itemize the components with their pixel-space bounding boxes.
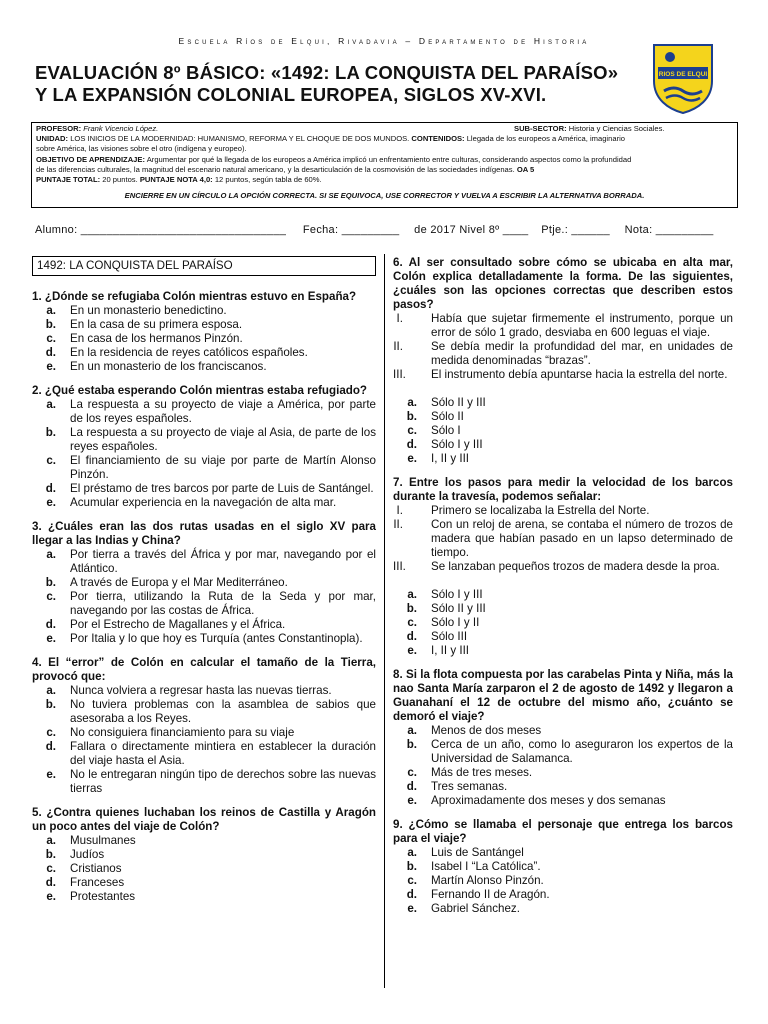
option[interactable]: d. Sólo III: [406, 630, 468, 643]
subsector: [514, 124, 665, 134]
question-text: 6. Al ser consultado sobre cómo se ubicaba en alta mar, Colón explica detalladamente la forma. De las siguientes, ¿cuáles son las opciones correctas que describen estos pasos?: [393, 256, 733, 311]
question-text: 4. El “error” de Colón en calcular el tamaño de la Tierra, provocó que:: [32, 656, 376, 683]
question-text: 9. ¿Cómo se llamaba el personaje que entrega los barcos para el viaje?: [393, 818, 733, 845]
section-heading: 1492: LA CONQUISTA DEL PARAÍSO: [32, 256, 376, 276]
option[interactable]: e. Acumular experiencia en la navegación de alta mar.: [46, 496, 337, 509]
puntaje-label: PUNTAJE TOTAL:: [36, 175, 101, 185]
title-line-2: Y LA EXPANSIÓN COLONIAL EUROPEA, SIGLOS XV-XVI.: [35, 84, 547, 105]
statement: III. El instrumento debía apuntarse hacia la estrella del norte.: [393, 368, 728, 381]
contenidos-label: CONTENIDOS:: [411, 134, 465, 144]
statement: I. Primero se localizaba la Estrella del Norte.: [396, 504, 650, 517]
option[interactable]: a. Musulmanes: [46, 834, 136, 847]
option[interactable]: d. Tres semanas.: [406, 780, 508, 793]
subsector-value: Historia y Ciencias Sociales.: [568, 124, 665, 133]
profesor-value: Frank Vicencio López.: [83, 124, 159, 133]
objetivo-label: OBJETIVO DE APRENDIZAJE:: [36, 154, 146, 164]
question-7: [393, 476, 733, 658]
column-divider: [384, 254, 385, 988]
option[interactable]: e. Gabriel Sánchez.: [407, 902, 520, 915]
question-1: [32, 290, 376, 374]
school-header: Escuela Ríos de Elqui, Rivadavia – Departamento de Historia: [178, 36, 590, 46]
statement: III. Se lanzaban pequeños trozos de madera desde la proa.: [393, 560, 720, 573]
option[interactable]: d. Por el Estrecho de Magallanes y el África.: [45, 618, 286, 631]
option[interactable]: a. Menos de dos meses: [407, 724, 542, 737]
option[interactable]: a. Por tierra a través del África y por mar, navegando por el Atlántico.: [46, 548, 376, 575]
question-text: 2. ¿Qué estaba esperando Colón mientras estaba refugiado?: [32, 384, 368, 397]
options-list: [32, 684, 376, 796]
options-list: [32, 304, 376, 374]
option[interactable]: e. En un monasterio de los franciscanos.: [46, 360, 267, 373]
question-3: [32, 520, 376, 646]
option[interactable]: b. En la casa de su primera esposa.: [45, 318, 243, 331]
puntaje-value: 20 puntos.: [102, 175, 138, 185]
unidad-value: LOS INICIOS DE LA MODERNIDAD: HUMANISMO, REFORMA Y EL CHOQUE DE DOS MUNDOS.: [70, 134, 410, 144]
option[interactable]: d. Franceses: [45, 876, 125, 889]
option[interactable]: c. El financiamiento de su viaje por parte de Martín Alonso Pinzón.: [46, 454, 376, 481]
question-9: [393, 818, 733, 916]
option[interactable]: e. Aproximadamente dos meses y dos semanas: [407, 794, 666, 807]
option[interactable]: b. No tuviera problemas con la asamblea de sabios que asesoraba a los Reyes.: [45, 698, 376, 725]
statement: I. Había que sujetar firmemente el instrumento, porque un error de sólo 1 grado, desviaba en 600 leguas el viaje.: [396, 312, 733, 339]
options-list: [32, 398, 376, 510]
unidad-line-2: sobre América, las visiones sobre el otro (indígena y europeo).: [36, 144, 247, 154]
option[interactable]: a. En un monasterio benedictino.: [46, 304, 227, 317]
statement: II. Con un reloj de arena, se contaba el número de trozos de madera que habían pasado en un lapso determinado de tiempo.: [393, 518, 733, 559]
options-list: [393, 588, 733, 658]
question-8: [393, 668, 733, 808]
question-text: 5. ¿Contra quienes luchaban los reinos de Castilla y Aragón un poco antes del viaje de Colón?: [32, 806, 376, 833]
objetivo-line: [36, 155, 733, 165]
option[interactable]: e. I, II y III: [407, 452, 470, 465]
option[interactable]: b. Isabel I “La Católica”.: [406, 860, 541, 873]
question-2: [32, 384, 376, 510]
option[interactable]: b. La respuesta a su proyecto de viaje al Asia, de parte de los reyes españoles.: [45, 426, 376, 453]
option[interactable]: d. En la residencia de reyes católicos españoles.: [45, 346, 308, 359]
profesor-line: [36, 124, 733, 134]
statements-list: [393, 312, 733, 382]
question-4: [32, 656, 376, 796]
question-text: 1. ¿Dónde se refugiaba Colón mientras estuvo en España?: [32, 290, 357, 303]
option[interactable]: b. Judíos: [45, 848, 105, 861]
oa-label: OA 5: [516, 164, 535, 174]
option[interactable]: e. I, II y III: [407, 644, 470, 657]
contenidos-value: Llegada de los europeos a América, imaginario: [466, 134, 626, 144]
statements-list: [393, 504, 733, 574]
option[interactable]: c. En casa de los hermanos Pinzón.: [46, 332, 243, 345]
options-list: [393, 396, 733, 466]
objetivo-value: Argumentar por qué la llegada de los europeos a América implicó un enfrentamiento entre culturas, considerando aspectos como la profundidad: [146, 154, 632, 164]
option[interactable]: a. Sólo I y III: [407, 588, 483, 601]
objetivo-line-2: [36, 165, 733, 175]
profesor-label: PROFESOR:: [36, 124, 82, 133]
option[interactable]: d. Sólo I y III: [406, 438, 483, 451]
option[interactable]: a. La respuesta a su proyecto de viaje a América, por parte de los reyes españoles.: [46, 398, 376, 425]
option[interactable]: b. Sólo II y III: [406, 602, 486, 615]
page-title: [35, 62, 645, 106]
option[interactable]: b. A través de Europa y el Mar Mediterráneo.: [45, 576, 288, 589]
nota-field[interactable]: Nota: _________: [624, 224, 714, 236]
option[interactable]: e. Protestantes: [46, 890, 136, 903]
option[interactable]: c. Cristianos: [46, 862, 122, 875]
option[interactable]: a. Sólo II y III: [407, 396, 486, 409]
statement: II. Se debía medir la profundidad del mar, en unidades de medida denominadas “brazas”.: [393, 340, 733, 367]
option[interactable]: a. Luis de Santángel: [407, 846, 524, 859]
option[interactable]: a. Nunca volviera a regresar hasta las nuevas tierras.: [46, 684, 332, 697]
option[interactable]: c. Sólo I y II: [407, 616, 480, 629]
right-column: [393, 256, 733, 926]
fecha-field[interactable]: Fecha: _________: [302, 224, 400, 236]
option[interactable]: b. Cerca de un año, como lo aseguraron los expertos de la Universidad de Salamanca.: [406, 738, 733, 765]
option[interactable]: d. El préstamo de tres barcos por parte de Luis de Santángel.: [45, 482, 374, 495]
question-text: 3. ¿Cuáles eran las dos rutas usadas en el siglo XV para llegar a las Indias y China?: [32, 520, 376, 547]
objetivo-value-2: de las diferencias culturales, la magnitud del escenario natural americano, y la desarticulación de la cosmovisión de las sociedades indígenas.: [36, 164, 515, 174]
year-text: de 2017: [414, 224, 457, 236]
nota-value: 12 puntos, según tabla de 60%.: [214, 175, 322, 185]
option[interactable]: c. Por tierra, utilizando la Ruta de la Seda y por mar, navegando por las costas de África.: [46, 590, 376, 617]
options-list: [393, 846, 733, 916]
option[interactable]: e. No le entregaran ningún tipo de derechos sobre las nuevas tierras: [46, 768, 376, 795]
option[interactable]: c. Más de tres meses.: [407, 766, 533, 779]
logo-text: RIOS DE ELQUI: [658, 71, 708, 78]
options-list: [393, 724, 733, 808]
question-5: [32, 806, 376, 904]
option[interactable]: b. Sólo II: [406, 410, 464, 423]
unidad-label: UNIDAD:: [36, 134, 69, 144]
subsector-label: SUB-SECTOR:: [514, 124, 567, 133]
alumno-field[interactable]: Alumno: ________________________________: [35, 224, 287, 236]
option[interactable]: c. No consiguiera financiamiento para su viaje: [46, 726, 295, 739]
title-line-1: EVALUACIÓN 8º BÁSICO: «1492: LA CONQUISTA DEL PARAÍSO»: [35, 62, 619, 83]
option[interactable]: c. Martín Alonso Pinzón.: [407, 874, 544, 887]
option[interactable]: d. Fallara o directamente mintiera en establecer la duración del viaje hasta el Asia.: [45, 740, 376, 767]
school-logo: [650, 41, 716, 115]
question-text: 7. Entre los pasos para medir la velocidad de los barcos durante la travesía, podemos señalar:: [393, 476, 733, 503]
puntaje-line: [36, 175, 733, 185]
unidad-line: [36, 134, 733, 144]
ptje-field[interactable]: Ptje.: ______: [541, 224, 610, 236]
option[interactable]: e. Por Italia y lo que hoy es Turquía (antes Constantinopla).: [46, 632, 363, 645]
instruction-text: ENCIERRE EN UN CÍRCULO LA OPCIÓN CORRECTA. SI SE EQUIVOCA, USE CORRECTOR Y VUELVA A ESCRIBIR LA ALTERNATIVA BORRADA.: [124, 191, 645, 201]
option[interactable]: d. Fernando II de Aragón.: [406, 888, 550, 901]
assessment-info-box: [31, 122, 738, 208]
nota-label: PUNTAJE NOTA 4,0:: [139, 175, 213, 185]
left-column: [32, 256, 376, 914]
nivel-field[interactable]: Nivel 8º ____: [459, 224, 529, 236]
options-list: [32, 834, 376, 904]
option[interactable]: c. Sólo I: [407, 424, 461, 437]
question-6: [393, 256, 733, 466]
question-text: 8. Si la flota compuesta por las carabelas Pinta y Niña, más la nao Santa María zarparon el 2 de agosto de 1492 y llegaron a Guanahaní el 12 de octubre del mismo año, ¿cuánto se demoró el viaje?: [393, 668, 733, 723]
options-list: [32, 548, 376, 646]
student-info-line: [35, 224, 745, 236]
